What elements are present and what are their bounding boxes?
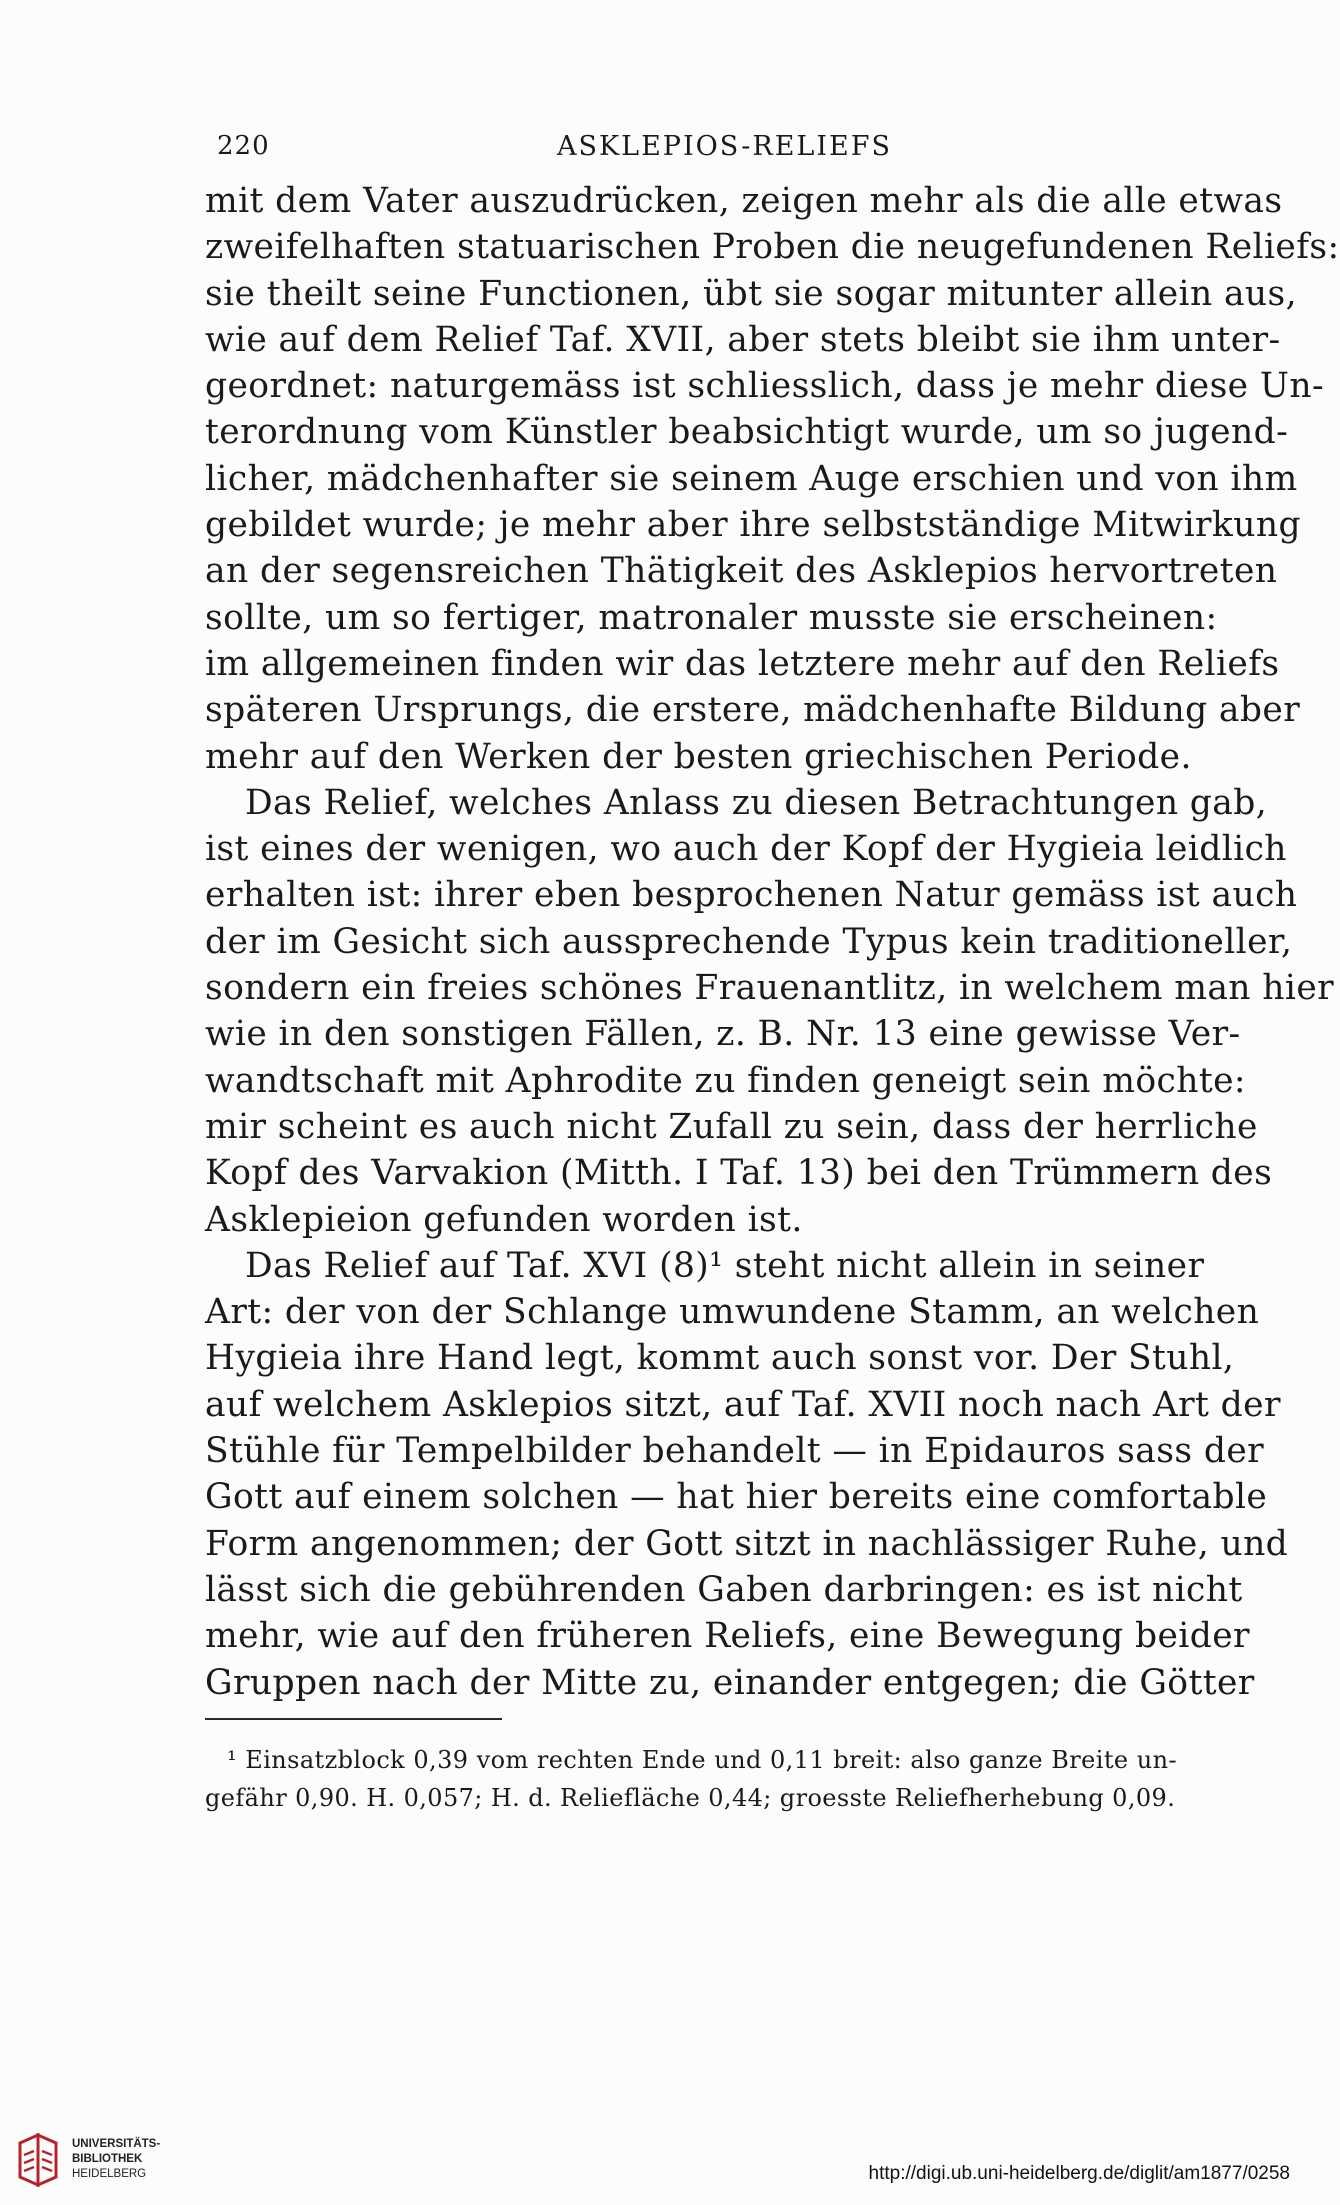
text-line: Hygieia ihre Hand legt, kommt auch sonst vor. Der Stuhl, [205,1338,1235,1379]
logo-line: HEIDELBERG [72,2168,147,2180]
text-line: erhalten ist: ihrer eben besprochenen Natur gemäss ist auch [205,875,1298,916]
text-line: mehr auf den Werken der besten griechischen Periode. [205,736,1192,777]
source-url[interactable]: http://digi.ub.uni-heidelberg.de/diglit/am1877/0258 [868,2163,1290,2184]
running-title: ASKLEPIOS-RELIEFS [557,131,892,162]
footnote-line: ¹ Einsatzblock 0,39 vom rechten Ende und 0,11 breit: also ganze Breite un- [227,1746,1177,1774]
text-line: sie theilt seine Functionen, übt sie sogar mitunter allein aus, [205,273,1298,314]
text-line: Asklepieion gefunden worden ist. [205,1199,803,1240]
text-line: Stühle für Tempelbilder behandelt — in Epidauros sass der [205,1431,1265,1472]
logo-line: UNIVERSITÄTS- [72,2138,161,2150]
page-number: 220 [217,131,270,161]
text-line: auf welchem Asklepios sitzt, auf Taf. XVII noch nach Art der [205,1384,1281,1425]
text-line: terordnung vom Künstler beabsichtigt wurde, um so jugend- [205,412,1289,453]
footnote [205,1741,1177,1817]
text-line: geordnet: naturgemäss ist schliesslich, dass je mehr diese Un- [205,366,1325,407]
text-line: lässt sich die gebührenden Gaben darbringen: es ist nicht [205,1569,1243,1610]
text-line: ist eines der wenigen, wo auch der Kopf der Hygieia leidlich [205,829,1287,870]
text-line: Das Relief auf Taf. XVI (8)¹ steht nicht allein in seiner [245,1245,1205,1286]
text-line: sollte, um so fertiger, matronaler musste sie erscheinen: [205,597,1218,638]
text-line: Gott auf einem solchen — hat hier bereits eine comfortable [205,1477,1268,1518]
text-line: Form angenommen; der Gott sitzt in nachlässiger Ruhe, und [205,1523,1289,1564]
text-line: sondern ein freies schönes Frauenantlitz, in welchem man hier [205,968,1335,1009]
text-line: zweifelhaften statuarischen Proben die neugefundenen Reliefs: [205,227,1340,268]
text-line: mir scheint es auch nicht Zufall zu sein, dass der herrliche [205,1106,1258,1147]
text-line: wandtschaft mit Aphrodite zu finden geneigt sein möchte: [205,1060,1246,1101]
footnote-rule [205,1718,502,1720]
text-line: späteren Ursprungs, die erstere, mädchenhafte Bildung aber [205,690,1301,731]
text-line: Das Relief, welches Anlass zu diesen Betrachtungen gab, [245,782,1268,823]
logo-line: BIBLIOTHEK [72,2153,143,2165]
library-logo-icon [14,2133,62,2191]
footnote-line: gefähr 0,90. H. 0,057; H. d. Reliefläche 0,44; groesste Reliefherhebung 0,09. [205,1784,1176,1812]
text-line: mehr, wie auf den früheren Reliefs, eine Bewegung beider [205,1616,1250,1657]
text-line: im allgemeinen finden wir das letztere mehr auf den Reliefs [205,643,1280,684]
text-line: licher, mädchenhafter sie seinem Auge erschien und von ihm [205,458,1298,499]
library-logo [14,2133,174,2195]
text-line: an der segensreichen Thätigkeit des Asklepios hervortreten [205,551,1278,592]
text-line: Gruppen nach der Mitte zu, einander entgegen; die Götter [205,1662,1255,1703]
text-line: Kopf des Varvakion (Mitth. I Taf. 13) bei den Trümmern des [205,1153,1273,1194]
text-line: gebildet wurde; je mehr aber ihre selbstständige Mitwirkung [205,505,1301,546]
text-line: mit dem Vater auszudrücken, zeigen mehr als die alle etwas [205,181,1283,221]
library-logo-text [72,2137,160,2182]
body-text [205,178,1340,1706]
text-line: Art: der von der Schlange umwundene Stamm, an welchen [205,1292,1260,1333]
text-line: wie in den sonstigen Fällen, z. B. Nr. 13 eine gewisse Ver- [205,1014,1241,1055]
text-line: der im Gesicht sich aussprechende Typus kein traditioneller, [205,921,1293,962]
text-line: wie auf dem Relief Taf. XVII, aber stets bleibt sie ihm unter- [205,319,1281,360]
running-head [217,131,1177,171]
